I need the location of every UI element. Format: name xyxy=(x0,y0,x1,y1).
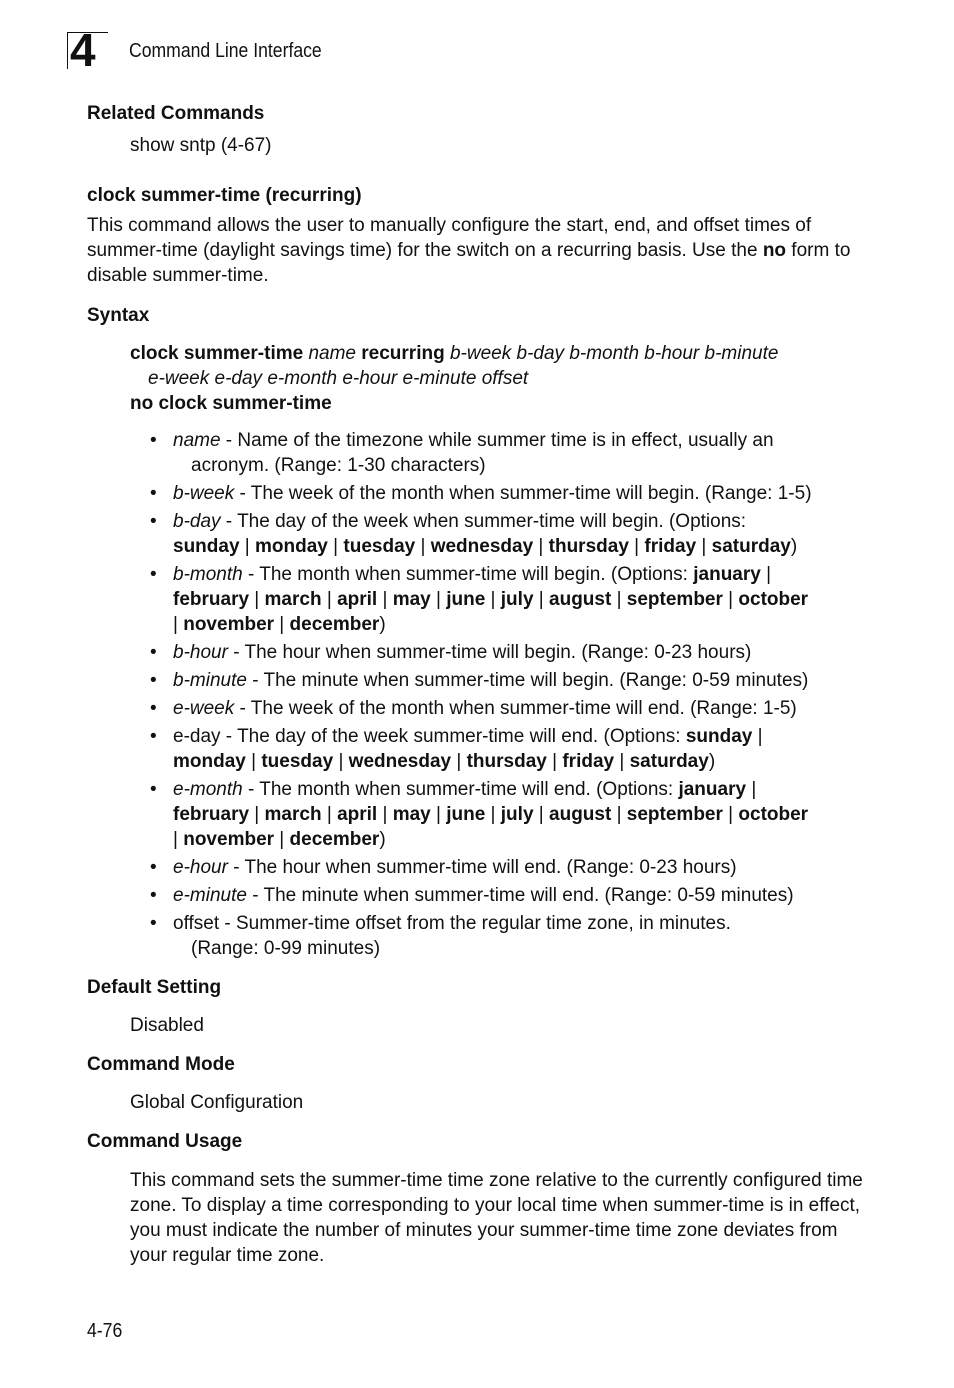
default-setting-heading: Default Setting xyxy=(87,977,222,998)
command-description: This command allows the user to manually configure the start, end, and offset times of summer-time (daylight savings time) for the switch on a recurring basis. Use the no form to disable summer-time. xyxy=(87,215,851,286)
syntax-line-1: clock summer-time name recurring b-week b-day b-month b-hour b-minute xyxy=(130,343,779,364)
related-commands-text: show sntp (4-67) xyxy=(130,135,272,156)
chapter-number: 4 xyxy=(70,24,96,76)
default-setting-text: Disabled xyxy=(130,1015,204,1036)
param-b-week: • b-week - The week of the month when summer-time will begin. (Range: 1-5) xyxy=(130,481,870,506)
running-header-title: Command Line Interface xyxy=(129,40,322,62)
param-b-minute: • b-minute - The minute when summer-time will begin. (Range: 0-59 minutes) xyxy=(130,668,870,693)
command-usage-heading: Command Usage xyxy=(87,1131,243,1152)
command-mode-heading: Command Mode xyxy=(87,1054,235,1075)
param-name: • name - Name of the timezone while summer time is in effect, usually an acronym. (Range: 1-30 characters) xyxy=(130,428,870,478)
param-e-day: • e-day - The day of the week summer-time will end. (Options: sunday | monday | tuesday | wednesday | thursday | friday | saturday) xyxy=(130,724,870,774)
parameter-list xyxy=(130,428,870,964)
param-e-minute: • e-minute - The minute when summer-time will end. (Range: 0-59 minutes) xyxy=(130,883,870,908)
syntax-line-2: e-week e-day e-month e-hour e-minute offset xyxy=(148,368,529,389)
param-b-month: • b-month - The month when summer-time will begin. (Options: january | february | march | april | may | june | july | august | september | october | november | december) xyxy=(130,562,870,637)
command-usage-text: This command sets the summer-time time zone relative to the currently configured time zone. To display a time corresponding to your local time when summer-time is in effect, you must indicate the number of minutes your summer-time time zone deviates from your regular time zone. xyxy=(130,1170,863,1266)
command-title: clock summer-time (recurring) xyxy=(87,185,362,206)
param-b-day: • b-day - The day of the week when summer-time will begin. (Options: sunday | monday | tuesday | wednesday | thursday | friday | saturday) xyxy=(130,509,870,559)
page-number: 4-76 xyxy=(87,1320,123,1342)
command-mode-text: Global Configuration xyxy=(130,1092,304,1113)
param-b-hour: • b-hour - The hour when summer-time will begin. (Range: 0-23 hours) xyxy=(130,640,870,665)
param-e-month: • e-month - The month when summer-time will end. (Options: january | february | march | april | may | june | july | august | september | october | november | december) xyxy=(130,777,870,852)
syntax-no-form: no clock summer-time xyxy=(130,393,332,414)
param-e-hour: • e-hour - The hour when summer-time will end. (Range: 0-23 hours) xyxy=(130,855,870,880)
syntax-block xyxy=(130,341,890,416)
related-commands-heading: Related Commands xyxy=(87,103,265,124)
param-offset: • offset - Summer-time offset from the regular time zone, in minutes. (Range: 0-99 minutes) xyxy=(130,911,870,961)
syntax-heading: Syntax xyxy=(87,305,150,326)
param-e-week: • e-week - The week of the month when summer-time will end. (Range: 1-5) xyxy=(130,696,870,721)
